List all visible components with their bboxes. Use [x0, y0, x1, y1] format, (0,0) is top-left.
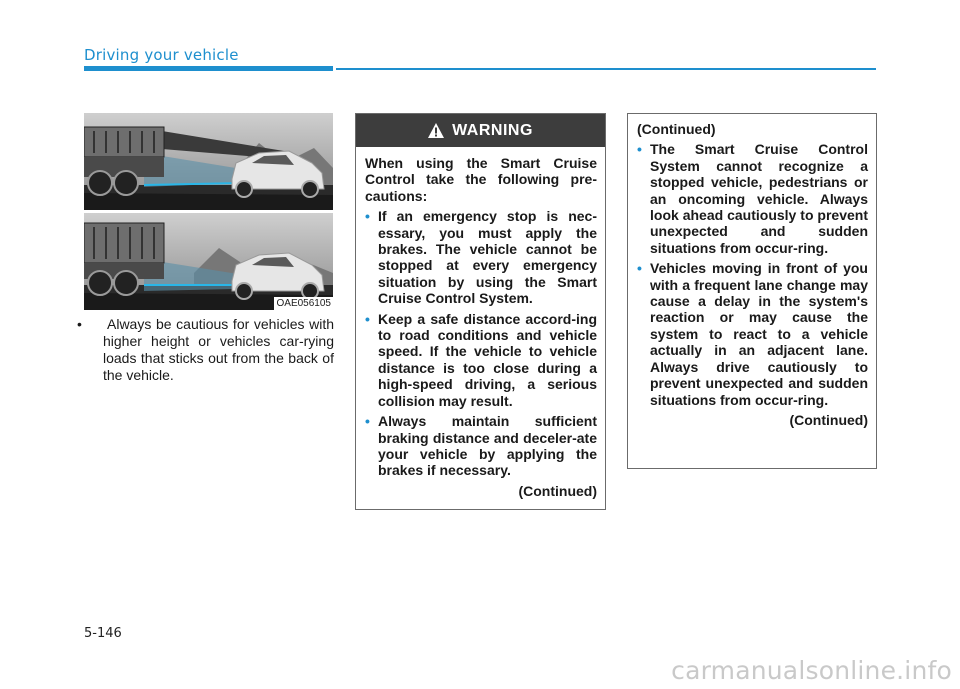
warning-triangle-icon [428, 123, 444, 138]
bullet-dot: • [77, 316, 82, 332]
continued-footer: (Continued) [789, 411, 868, 428]
bullet-icon: • [365, 310, 370, 327]
figure-code: OAE056105 [274, 297, 334, 310]
warning-list [365, 208, 597, 479]
header-rule-thick [84, 66, 333, 71]
illustration-truck-bottom [84, 213, 333, 310]
list-item: • Always maintain sufficient braking distance and deceler-ate your vehicle by applying the brakes if necessary. [365, 413, 597, 479]
section-title: Driving your vehicle [84, 46, 239, 64]
list-item: • Vehicles moving in front of you with a frequent lane change may cause a delay in the system's reaction or may cause the system to react to a vehicle actually in an adjacent lane. Always drive cautiously to prevent unexpected and sudden situations from occur-ring. [637, 260, 868, 408]
continued-box [627, 113, 877, 469]
list-item: • Keep a safe distance accord-ing to road conditions and vehicle speed. If the vehicle to vehicle distance is too close during a high-speed driving, a serious collision may result. [365, 310, 597, 409]
list-item: • If an emergency stop is nec-essary, you must apply the brakes. The vehicle cannot be stopped at every emergency situation by using the Smart Cruise Control System. [365, 208, 597, 307]
illustration-truck-top [84, 113, 333, 210]
watermark: carmanualsonline.info [671, 656, 952, 685]
caution-text: Always be cautious for vehicles with higher height or vehicles car-rying loads that sticks out from the back of the vehicle. [103, 316, 334, 383]
bullet-icon: • [637, 141, 642, 158]
bullet-icon: • [365, 413, 370, 430]
warning-header [356, 114, 605, 147]
warning-continued: (Continued) [518, 482, 597, 499]
warning-title: WARNING [452, 121, 533, 139]
continued-lead: (Continued) [637, 121, 716, 137]
bullet-icon: • [365, 208, 370, 225]
list-item: • The Smart Cruise Control System cannot recognize a stopped vehicle, pedestrians or an oncoming vehicle. Always look ahead cautiously to prevent unexpected and sudden situations from occur-ring. [637, 141, 868, 256]
bullet-icon: • [637, 260, 642, 277]
warning-box [355, 113, 606, 510]
caution-bullet [77, 316, 334, 384]
warning-lead: When using the Smart Cruise Control take the following pre-cautions: [365, 155, 597, 204]
continued-list [637, 141, 868, 408]
header-rule-thin [336, 68, 876, 70]
page-number: 5-146 [84, 626, 122, 641]
